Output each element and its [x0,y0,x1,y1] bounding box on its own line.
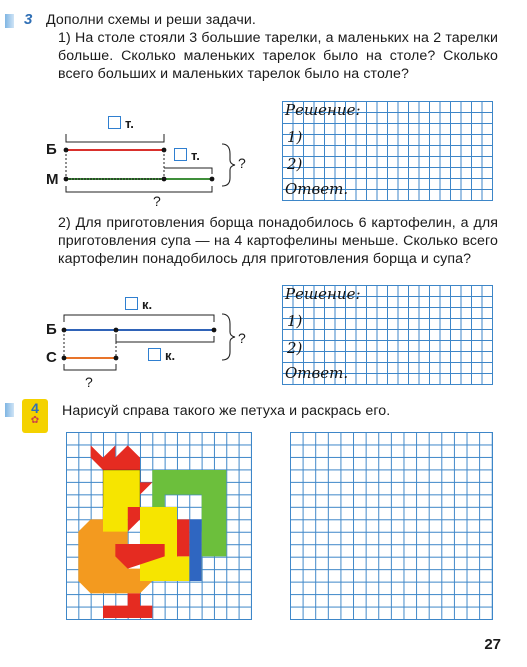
brace-difference [164,168,212,174]
step-1-label: 1) [287,312,303,330]
box-difference: т. [174,148,200,163]
rooster-drawing-grid[interactable] [290,432,493,620]
label-small: М [46,171,59,188]
brace-bottom [64,364,116,370]
box-borscht: к. [125,297,152,312]
task-4-text: Нарисуй справа такого же петуха и раскрась его. [62,403,391,419]
box-big-plates: т. [108,116,134,131]
brace-total [222,314,235,360]
butterfly-icon: ✿ [30,415,40,426]
brace-top [66,134,164,142]
label-big: Б [46,141,57,158]
step-2-label: 2) [287,155,303,173]
label-borscht: Б [46,321,57,338]
question-small: ? [153,193,161,209]
page-number: 27 [484,636,501,653]
step-2-label: 2) [287,339,303,357]
brace-total [222,144,235,186]
task-number: 4 [31,400,39,416]
solution-label-2: Решение: [285,285,361,303]
problem-2-scheme [40,300,270,390]
task-marker-bar [5,403,14,417]
solution-label-1: Решение: [285,101,361,119]
empty-square-icon [125,297,138,310]
empty-square-icon [108,116,121,129]
question-total: ? [238,330,246,346]
problem-1-text: 1) На столе стояли 3 большие тарелки, а маленьких на 2 тарелки больше. Сколько маленьких тарелок было на столе? Сколько всего больших и маленьких тарелок было на столе? [58,30,498,82]
problem-2-text: 2) Для приготовления борща понадобилось 6 картофелин, а для приготовления супа — на 4 картофелины меньше. Сколько всего картофелин понадобилось для приготовления борща и супа? [58,215,498,267]
brace-top [64,315,214,322]
box-difference: к. [148,348,175,363]
empty-square-icon [148,348,161,361]
brace-difference [116,336,214,342]
empty-square-icon [174,148,187,161]
rooster-picture [66,432,251,619]
task-number: 3 [24,11,33,28]
step-1-label: 1) [287,128,303,146]
answer-label-2: Ответ. [285,364,349,382]
label-soup: С [46,349,57,366]
answer-label-1: Ответ. [285,180,349,198]
task-marker-bar [5,14,14,28]
question-total: ? [238,155,246,171]
task-heading: Дополни схемы и реши задачи. [46,12,256,28]
question-soup: ? [85,374,93,390]
creative-task-badge [22,399,48,433]
brace-bottom [66,186,212,192]
